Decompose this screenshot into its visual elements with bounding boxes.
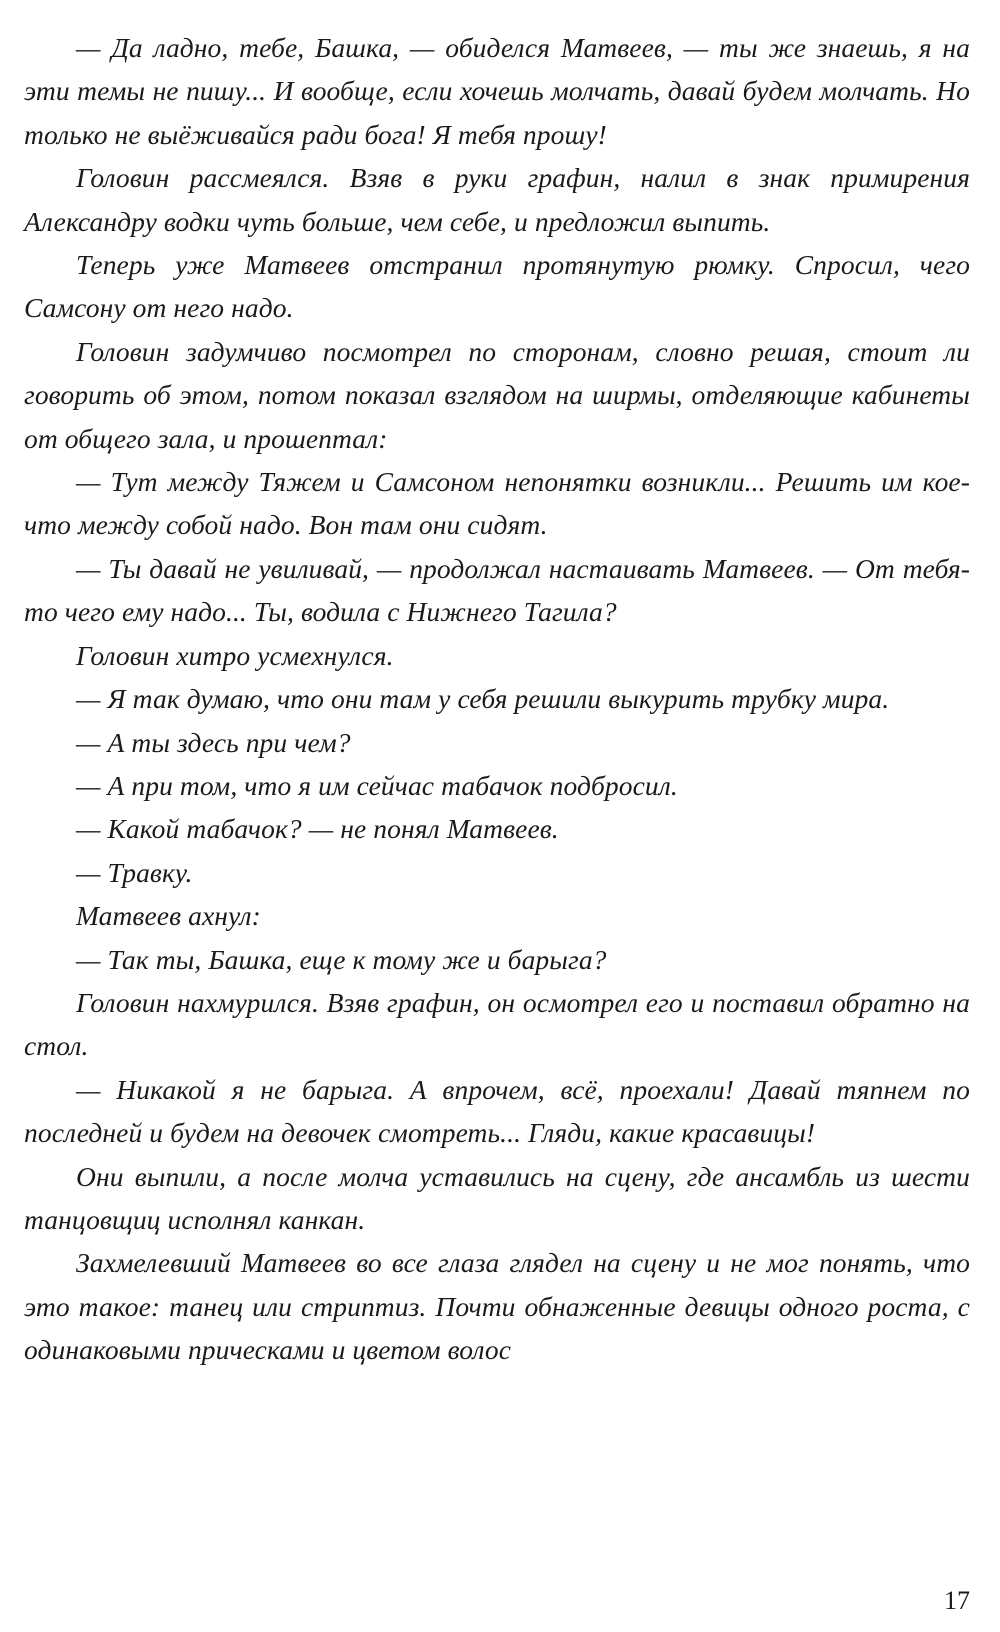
paragraph-18: Захмелевший Матвеев во все глаза глядел на сцену и не мог понять, что это такое: танец или стриптиз. Почти обнаженные девицы одного роста, с одинаковыми прическами и цветом волос [24,1247,970,1366]
paragraph-4: Головин задумчиво посмотрел по сторонам, словно решая, стоит ли говорить об этом, потом показал взглядом на ширмы, отделяющие кабинеты от общего зала, и прошептал: [24,335,970,454]
paragraph-8: — Я так думаю, что они там у себя решили выкурить трубку мира. [76,683,890,715]
paragraph-1: — Да ладно, тебе, Башка, — обиделся Матвеев, — ты же знаешь, я на эти темы не пишу... И вообще, если хочешь молчать, давай будем молчать. Но только не выёживайся ради бога! Я тебя прошу! [24,32,970,150]
paragraph-14: — Так ты, Башка, еще к тому же и барыга? [76,943,607,975]
paragraph-2: Головин рассмеялся. Взяв в руки графин, налил в знак примирения Александру водки чуть больше, чем себе, и предложил выпить. [24,162,970,237]
paragraph-7: Головин хитро усмехнулся. [76,639,394,671]
paragraph-5: — Тут между Тяжем и Самсоном непонятки возникли... Решить им кое-что между собой надо. Вон там они сидят. [24,466,970,541]
paragraph-17: Они выпили, а после молча уставились на сцену, где ансамбль из шести танцовщиц исполнял канкан. [24,1160,970,1235]
page-text [24,26,970,1372]
paragraph-3: Теперь уже Матвеев отстранил протянутую рюмку. Спросил, чего Самсону от него надо. [24,249,970,324]
paragraph-6: — Ты давай не увиливай, — продолжал настаивать Матвеев. — От тебя-то чего ему надо... Ты, водила с Нижнего Тагила? [24,552,970,628]
page-number: 17 [944,1586,970,1615]
paragraph-13: Матвеев ахнул: [76,900,261,932]
paragraph-9: — А ты здесь при чем? [76,726,351,758]
paragraph-10: — А при том, что я им сейчас табачок подбросил. [76,769,678,801]
paragraph-11: — Какой табачок? — не понял Матвеев. [76,813,559,845]
paragraph-15: Головин нахмурился. Взяв графин, он осмотрел его и поставил обратно на стол. [24,986,970,1062]
paragraph-16: — Никакой я не барыга. А впрочем, всё, проехали! Давай тяпнем по последней и будем на девочек смотреть... Гляди, какие красавицы! [24,1073,970,1149]
paragraph-12: — Травку. [76,856,193,888]
